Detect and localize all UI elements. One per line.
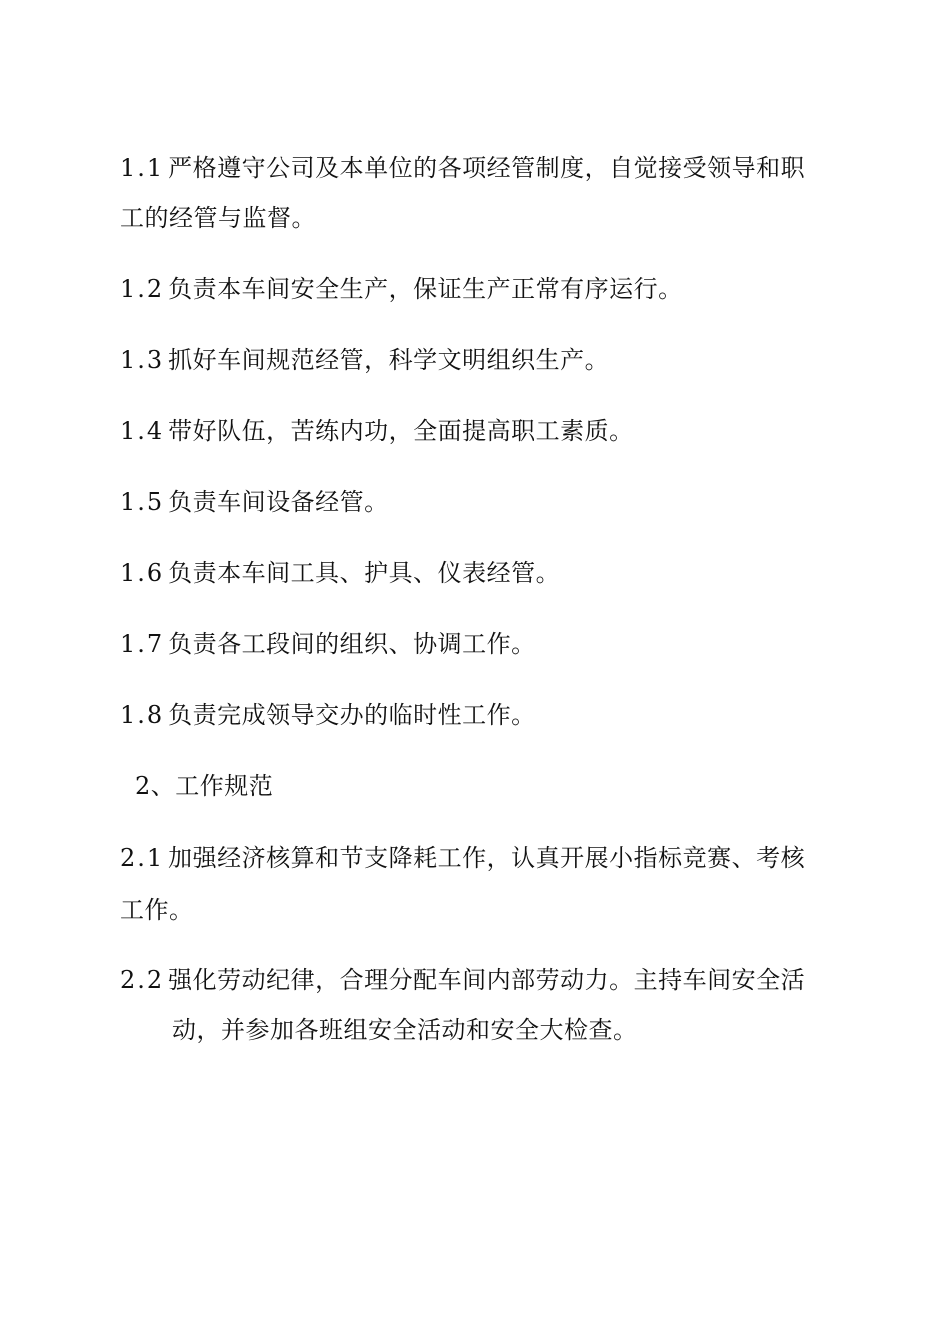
clause-text: 严格遵守公司及本单位的各项经管制度，自觉接受领导和职 [168,154,806,182]
section-heading-text: 2、工作规范 [135,772,274,800]
clause-1-7 [120,628,536,660]
clause-number: 1.3 [120,346,165,374]
clause-1-8 [120,699,536,731]
clause-number: 2.1 [120,844,165,872]
clause-2-2-continuation [172,1014,638,1046]
clause-2-2 [120,964,805,996]
clause-number: 1.1 [120,154,165,182]
clause-1-6 [120,557,560,589]
clause-number: 1.6 [120,559,165,587]
clause-text: 工的经管与监督。 [120,204,316,232]
section-heading [135,770,273,802]
clause-2-1 [120,842,805,874]
clause-text: 负责完成领导交办的临时性工作。 [168,701,536,729]
clause-number: 1.5 [120,488,165,516]
clause-text: 负责车间设备经管。 [168,488,389,516]
clause-number: 1.8 [120,701,165,729]
clause-1-1-continuation [120,202,316,234]
clause-1-5 [120,486,389,518]
clause-text: 负责本车间安全生产，保证生产正常有序运行。 [168,275,683,303]
clause-text: 加强经济核算和节支降耗工作，认真开展小指标竞赛、考核 [168,844,806,872]
clause-1-2 [120,273,683,305]
clause-text: 动，并参加各班组安全活动和安全大检查。 [172,1016,638,1044]
clause-text: 抓好车间规范经管，科学文明组织生产。 [168,346,610,374]
clause-2-1-continuation [120,894,194,926]
clause-number: 1.7 [120,630,165,658]
clause-text: 带好队伍，苦练内功，全面提高职工素质。 [168,417,634,445]
clause-text: 负责各工段间的组织、协调工作。 [168,630,536,658]
clause-1-1 [120,152,805,184]
clause-text: 强化劳动纪律，合理分配车间内部劳动力。主持车间安全活 [168,966,806,994]
clause-number: 1.2 [120,275,165,303]
clause-1-3 [120,344,609,376]
clause-number: 2.2 [120,966,165,994]
clause-text: 负责本车间工具、护具、仪表经管。 [168,559,561,587]
clause-text: 工作。 [120,896,194,924]
clause-number: 1.4 [120,417,165,445]
clause-1-4 [120,415,634,447]
